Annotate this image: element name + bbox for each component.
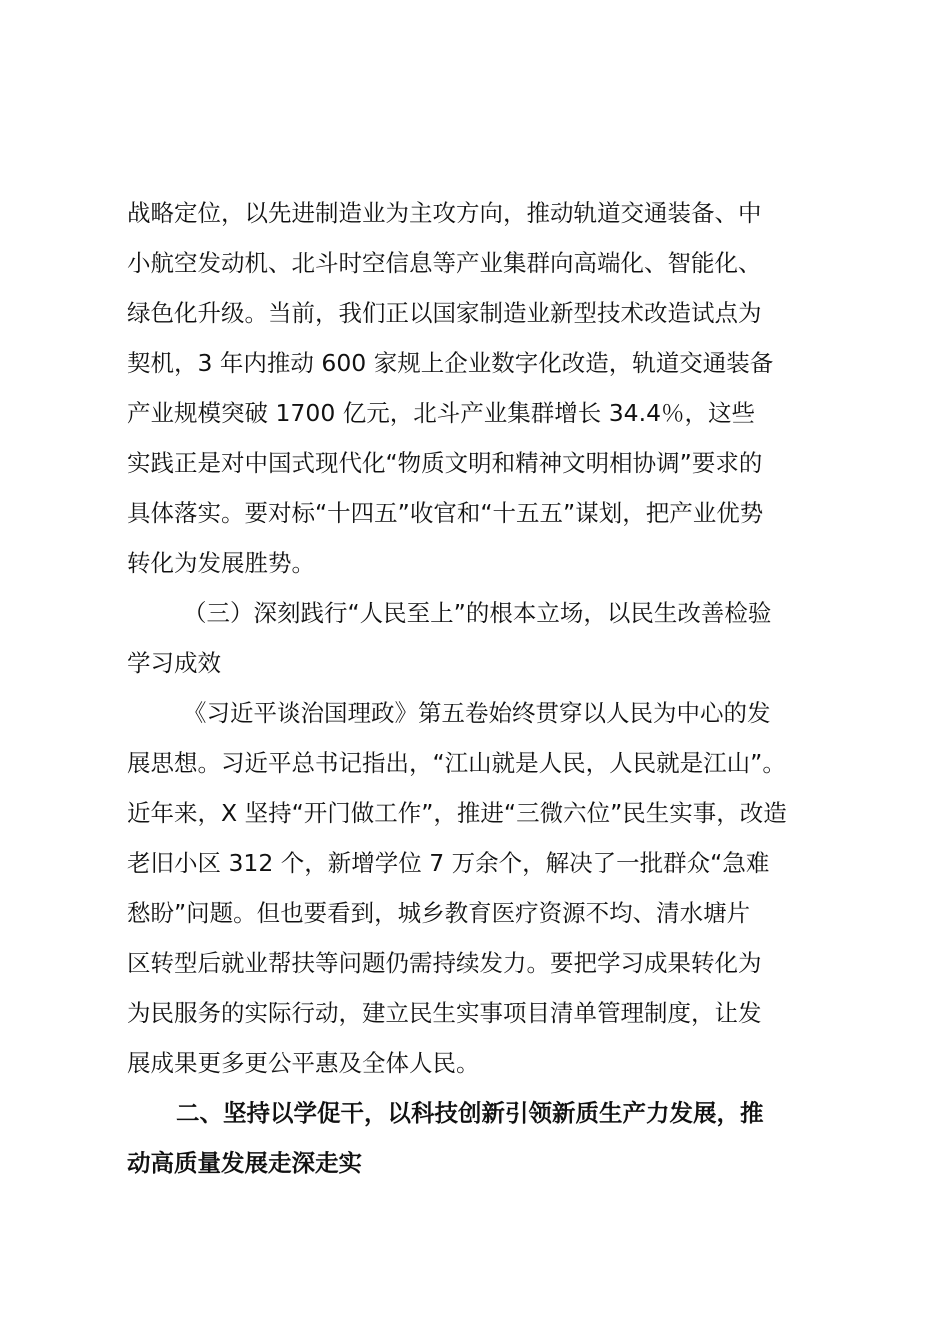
paragraph-line: 区转型后就业帮扶等问题仍需持续发力。要把学习成果转化为 — [127, 949, 762, 977]
paragraph-line: 近年来，X 坚持“开门做工作”，推进“三微六位”民生实事，改造 — [127, 799, 787, 827]
paragraph-line: 实践正是对中国式现代化“物质文明和精神文明相协调”要求的 — [127, 449, 763, 477]
paragraph-line: 展成果更多更公平惠及全体人民。 — [127, 1049, 480, 1077]
paragraph-line: 小航空发动机、北斗时空信息等产业集群向高端化、智能化、 — [127, 249, 762, 277]
subsection-heading: 学习成效 — [127, 649, 221, 677]
paragraph-line: 绿色化升级。当前，我们正以国家制造业新型技术改造试点为 — [127, 299, 762, 327]
paragraph-line: 展思想。习近平总书记指出，“江山就是人民，人民就是江山”。 — [127, 749, 786, 777]
paragraph-line: 具体落实。要对标“十四五”收官和“十五五”谋划，把产业优势 — [127, 499, 764, 527]
section-heading: 动高质量发展走深走实 — [127, 1149, 362, 1177]
paragraph-line: 转化为发展胜势。 — [127, 549, 315, 577]
paragraph-line: 愁盼”问题。但也要看到，城乡教育医疗资源不均、清水塘片 — [127, 899, 751, 927]
paragraph-line: 战略定位，以先进制造业为主攻方向，推动轨道交通装备、中 — [127, 199, 762, 227]
paragraph-line: 老旧小区 312 个，新增学位 7 万余个，解决了一批群众“急难 — [127, 849, 770, 877]
subsection-heading: （三）深刻践行“人民至上”的根本立场，以民生改善检验 — [183, 599, 772, 627]
paragraph-line: 《习近平谈治国理政》第五卷始终贯穿以人民为中心的发 — [183, 699, 771, 727]
paragraph-line: 产业规模突破 1700 亿元，北斗产业集群增长 34.4％，这些 — [127, 399, 756, 427]
paragraph-line: 为民服务的实际行动，建立民生实事项目清单管理制度，让发 — [127, 999, 762, 1027]
section-heading: 二、坚持以学促干，以科技创新引领新质生产力发展，推 — [176, 1099, 764, 1127]
paragraph-line: 契机，3 年内推动 600 家规上企业数字化改造，轨道交通装备 — [127, 349, 774, 377]
